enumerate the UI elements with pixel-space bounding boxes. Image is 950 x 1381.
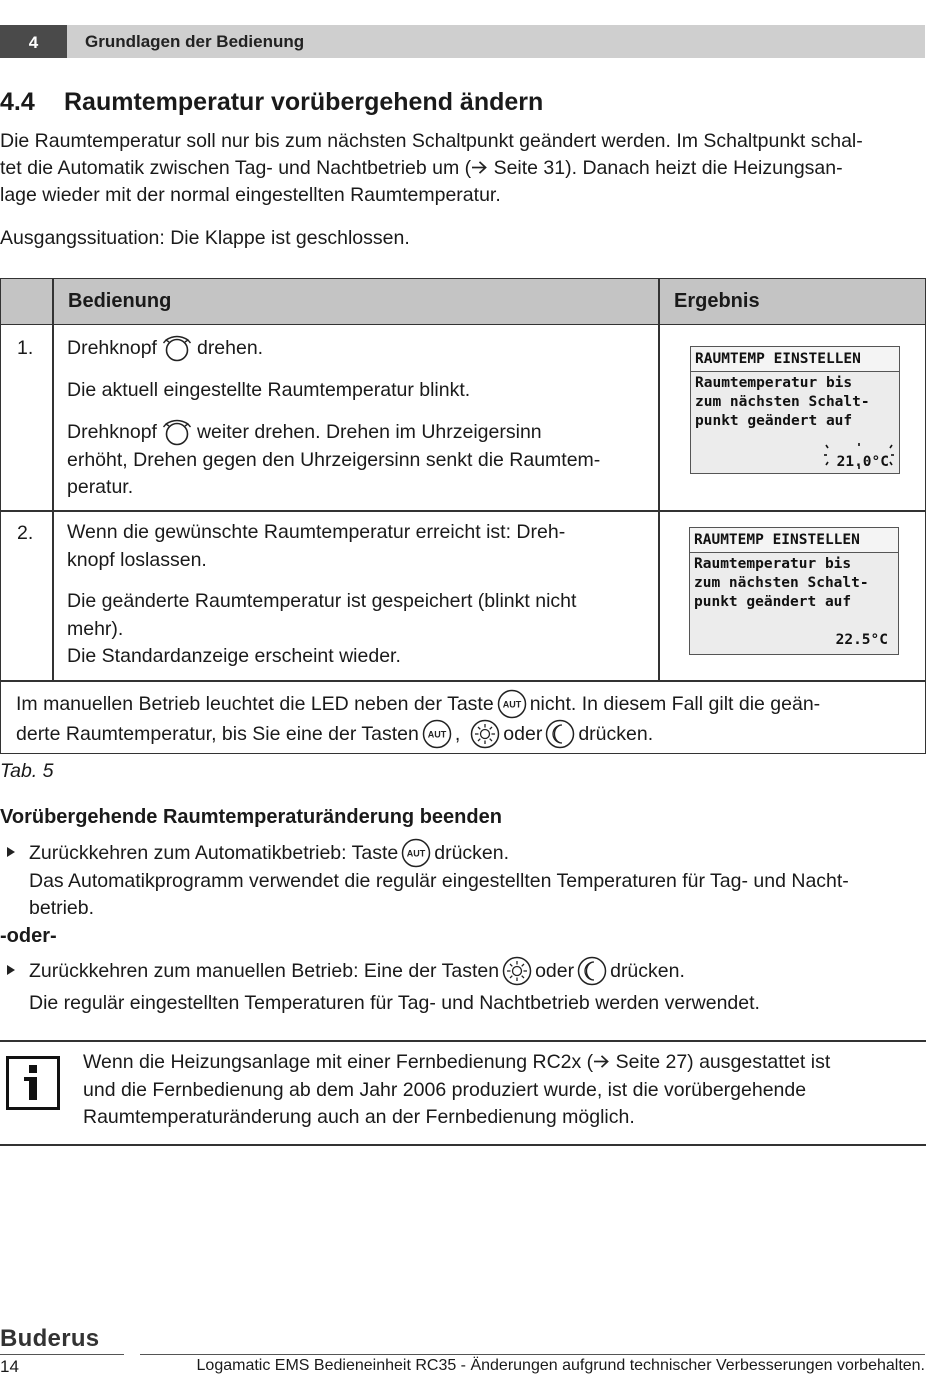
footer-note-text: drücken.: [578, 723, 654, 745]
note-divider: [0, 1144, 926, 1146]
step-line: betrieb.: [29, 897, 95, 919]
aut-button-icon: [422, 719, 452, 749]
page-reference-link[interactable]: Seite 31: [493, 157, 566, 179]
chapter-header-bar: [0, 25, 925, 58]
instruction-text: Drehknopf: [67, 337, 157, 359]
lcd-line: punkt geändert auf: [695, 413, 853, 429]
footer-note-text: nicht. In diesem Fall gilt die geän-: [529, 693, 821, 715]
lcd-line: zum nächsten Schalt-: [695, 394, 870, 410]
intro-paragraph: [0, 128, 925, 209]
step-text: drücken.: [434, 842, 510, 864]
instruction-table: [0, 278, 926, 754]
step-manual-mode: [29, 956, 929, 1017]
instruction-line: erhöht, Drehen gegen den Uhrzeigersinn senkt die Raumtem-: [67, 448, 601, 471]
column-header-result: Ergebnis: [674, 290, 760, 312]
lcd-temperature-value: 21.0°C: [836, 454, 889, 470]
table-header: [1, 279, 925, 325]
footer-rule: [0, 1354, 124, 1355]
sun-button-icon: [502, 956, 532, 986]
instruction-line: Wenn die gewünschte Raumtemperatur erreicht ist: Dreh-: [67, 521, 566, 543]
arrow-right-icon: [593, 1054, 610, 1069]
footer-text: Logamatic EMS Bedieneinheit RC35 - Änderungen aufgrund technischer Verbesserungen vorbehalten.: [196, 1357, 925, 1374]
moon-button-icon: [545, 719, 575, 749]
footer-rule: [140, 1354, 925, 1355]
instruction-line: Die geänderte Raumtemperatur ist gespeichert (blinkt nicht: [67, 590, 577, 612]
section-heading: [0, 88, 543, 117]
info-icon: [6, 1056, 60, 1110]
lcd-title: RAUMTEMP EINSTELLEN: [690, 528, 898, 553]
note-line: Raumtemperaturänderung auch an der Fernbedienung möglich.: [83, 1106, 635, 1128]
table-caption: Tab. 5: [0, 760, 54, 782]
intro-line: [0, 155, 925, 182]
step-line: Die regulär eingestellten Temperaturen für Tag- und Nachtbetrieb werden verwendet.: [29, 992, 760, 1014]
step-2-instructions: [67, 519, 652, 671]
instruction-line: knopf loslassen.: [67, 548, 207, 571]
step-line: [29, 838, 929, 868]
page-reference-link[interactable]: Seite 27: [615, 1051, 688, 1073]
row-divider: [1, 510, 925, 512]
moon-button-icon: [577, 956, 607, 986]
column-header-operation: Bedienung: [68, 290, 172, 312]
note-line: [83, 1049, 913, 1077]
intro-line: lage wieder mit der normal eingestellten Raumtemperatur.: [0, 184, 501, 206]
lcd-display: [689, 527, 899, 655]
subsection-heading: Vorübergehende Raumtemperaturänderung beenden: [0, 806, 502, 828]
lcd-line: punkt geändert auf: [694, 594, 852, 610]
lcd-title: RAUMTEMP EINSTELLEN: [691, 347, 899, 372]
lcd-line: Raumtemperatur bis: [695, 375, 853, 391]
step-number: 2.: [17, 522, 34, 544]
note-text: ) ausgestattet ist: [687, 1051, 831, 1073]
bullet-triangle-icon: [5, 964, 17, 976]
table-footer-note: [16, 689, 916, 749]
instruction-text: drehen.: [196, 337, 264, 359]
info-note: [83, 1049, 913, 1132]
intro-text: tet die Automatik zwischen Tag- und Nachtbetrieb um (: [0, 157, 472, 179]
step-line: [29, 956, 929, 986]
instruction-line: [67, 418, 652, 447]
aut-button-icon: [497, 689, 527, 719]
step-text: Zurückkehren zum Automatikbetrieb: Taste: [29, 842, 399, 864]
brand-logo: Buderus: [0, 1325, 100, 1352]
instruction-line: peratur.: [67, 476, 134, 498]
step-text: drücken.: [610, 960, 685, 982]
sun-button-icon: [470, 719, 500, 749]
aut-button-icon: [401, 838, 431, 868]
footer-note-line: [16, 689, 916, 719]
initial-situation: Ausgangssituation: Die Klappe ist geschlossen.: [0, 227, 410, 249]
lcd-temperature-value: 22.5°C: [835, 632, 888, 648]
rotary-knob-icon: [160, 334, 194, 362]
lcd-line: Raumtemperatur bis: [694, 556, 852, 572]
step-number: 1.: [17, 337, 34, 359]
footer-note-text: derte Raumtemperatur, bis Sie eine der Tasten: [16, 723, 419, 745]
lcd-line: zum nächsten Schalt-: [694, 575, 869, 591]
footer-note-text: ,: [454, 723, 461, 745]
arrow-right-icon: [471, 160, 488, 175]
rotary-knob-icon: [160, 418, 194, 446]
instruction-line: Die Standardanzeige erscheint wieder.: [67, 645, 401, 667]
step-1-instructions: [67, 334, 652, 502]
column-divider: [52, 279, 54, 681]
bullet-triangle-icon: [5, 846, 17, 858]
intro-line: Die Raumtemperatur soll nur bis zum nächsten Schaltpunkt geändert werden. Im Schaltpunkt schal-: [0, 130, 863, 152]
step-text: Zurückkehren zum manuellen Betrieb: Eine der Tasten: [29, 960, 500, 982]
intro-text: ). Danach heizt die Heizungsan-: [565, 157, 843, 179]
chapter-number: 4: [0, 25, 67, 58]
footer-note-line: [16, 719, 916, 749]
or-separator: -oder-: [0, 925, 57, 947]
note-line: und die Fernbedienung ab dem Jahr 2006 produziert wurde, ist die vorübergehende: [83, 1078, 807, 1101]
instruction-line: Die aktuell eingestellte Raumtemperatur blinkt.: [67, 378, 471, 401]
footer-note-text: Im manuellen Betrieb leuchtet die LED neben der Taste: [16, 693, 494, 715]
row-divider: [1, 680, 925, 682]
note-text: Wenn die Heizungsanlage mit einer Fernbedienung RC2x (: [83, 1051, 594, 1073]
step-line: Das Automatikprogramm verwendet die regulär eingestellten Temperaturen für Tag- und Nacht-: [29, 870, 849, 892]
section-title: Raumtemperatur vorübergehend ändern: [64, 88, 544, 116]
lcd-display: [690, 346, 900, 474]
instruction-text: Drehknopf: [67, 421, 157, 443]
note-divider: [0, 1040, 926, 1042]
section-number: 4.4: [0, 88, 35, 116]
step-text: oder: [535, 960, 575, 982]
step-automatic-mode: [29, 838, 929, 922]
instruction-text: weiter drehen. Drehen im Uhrzeigersinn: [196, 421, 542, 443]
page-number: 14: [0, 1357, 19, 1376]
footer-note-text: oder: [503, 723, 543, 745]
chapter-title: Grundlagen der Bedienung: [85, 32, 305, 51]
instruction-line: [67, 334, 652, 363]
instruction-line: mehr).: [67, 617, 124, 640]
column-divider: [658, 279, 660, 681]
